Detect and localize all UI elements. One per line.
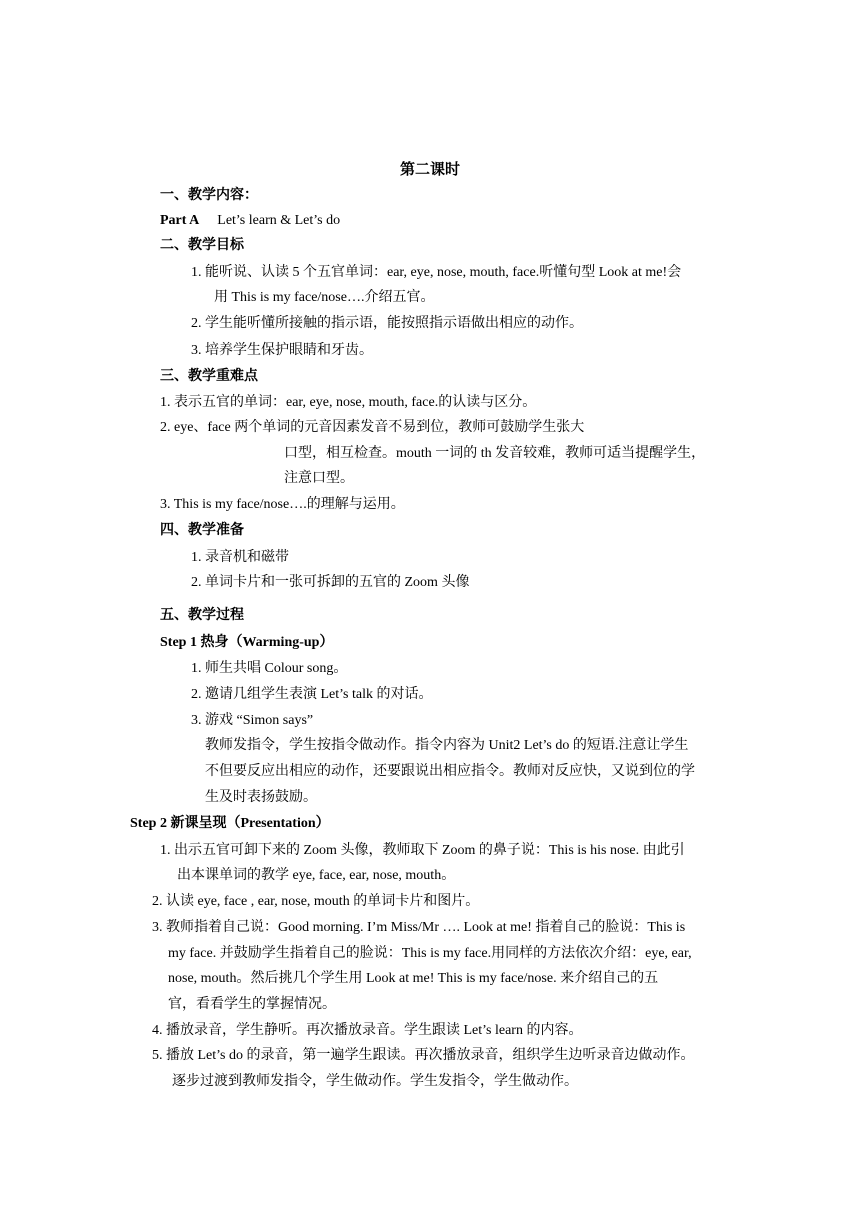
- keypoint-line: 1. 表示五官的单词：ear, eye, nose, mouth, face.的认读与区分。: [160, 395, 537, 410]
- keypoint-line: 2. eye、face 两个单词的元音因素发音不易到位，教师可鼓励学生张大: [160, 420, 585, 435]
- part-label: Part A: [160, 213, 200, 228]
- objective-item: 3. 培养学生保护眼睛和牙齿。: [191, 343, 373, 358]
- section-5-heading: 五、教学过程: [160, 608, 244, 623]
- step-1-line: 教师发指令，学生按指令做动作。指令内容为 Unit2 Let’s do 的短语.注意让学生: [205, 738, 689, 753]
- section-4-heading: 四、教学准备: [160, 523, 244, 538]
- step-1-line: 1. 师生共唱 Colour song。: [191, 661, 348, 676]
- step-2-line: 1. 出示五官可卸下来的 Zoom 头像，教师取下 Zoom 的鼻子说：This is his nose. 由此引: [160, 843, 685, 858]
- step-1-line: 不但要反应出相应的动作，还要跟说出相应指令。教师对反应快，又说到位的学: [205, 764, 695, 779]
- step-2-heading: Step 2 新课呈现（Presentation）: [130, 816, 330, 831]
- step-1-heading: Step 1 热身（Warming-up）: [160, 635, 334, 650]
- step-2-line: 出本课单词的教学 eye, face, ear, nose, mouth。: [177, 868, 456, 883]
- objective-item-continued: 用 This is my face/nose….介绍五官。: [214, 290, 435, 305]
- step-2-line: 4. 播放录音，学生静听。再次播放录音。学生跟读 Let’s learn 的内容。: [152, 1023, 583, 1038]
- step-1-line: 2. 邀请几组学生表演 Let’s talk 的对话。: [191, 687, 433, 702]
- section-1-heading: 一、教学内容：: [160, 188, 258, 203]
- objective-item: 1. 能听说、认读 5 个五官单词：ear, eye, nose, mouth, face.听懂句型 Look at me!会: [191, 265, 682, 280]
- page-title: 第二课时: [400, 162, 461, 178]
- keypoint-line: 口型，相互检查。mouth 一词的 th 发音较难，教师可适当提醒学生，: [284, 446, 706, 461]
- step-2-line: 逐步过渡到教师发指令，学生做动作。学生发指令，学生做动作。: [172, 1074, 578, 1089]
- keypoint-line: 注意口型。: [284, 471, 354, 486]
- preparation-item: 2. 单词卡片和一张可拆卸的五官的 Zoom 头像: [191, 575, 470, 590]
- part-text: Let’s learn & Let’s do: [217, 213, 341, 228]
- objective-item: 2. 学生能听懂所接触的指示语，能按照指示语做出相应的动作。: [191, 316, 583, 331]
- section-1-content: [160, 212, 340, 230]
- preparation-item: 1. 录音机和磁带: [191, 550, 289, 565]
- step-2-line: 2. 认读 eye, face , ear, nose, mouth 的单词卡片和图片。: [152, 894, 480, 909]
- step-2-line: 官，看看学生的掌握情况。: [168, 997, 336, 1012]
- step-2-line: 5. 播放 Let’s do 的录音，第一遍学生跟读。再次播放录音，组织学生边听录音边做动作。: [152, 1048, 695, 1063]
- keypoint-line: 3. This is my face/nose….的理解与运用。: [160, 497, 405, 512]
- section-2-heading: 二、教学目标: [160, 238, 244, 253]
- section-3-heading: 三、教学重难点: [160, 369, 258, 384]
- step-1-line: 生及时表扬鼓励。: [205, 790, 317, 805]
- step-1-line: 3. 游戏 “Simon says”: [191, 713, 314, 728]
- step-2-line: 3. 教师指着自己说：Good morning. I’m Miss/Mr …. Look at me! 指着自己的脸说：This is: [152, 920, 686, 935]
- step-2-line: my face. 并鼓励学生指着自己的脸说：This is my face.用同样的方法依次介绍：eye, ear,: [168, 946, 692, 961]
- step-2-line: nose, mouth。然后挑几个学生用 Look at me! This is my face/nose. 来介绍自己的五: [168, 971, 659, 986]
